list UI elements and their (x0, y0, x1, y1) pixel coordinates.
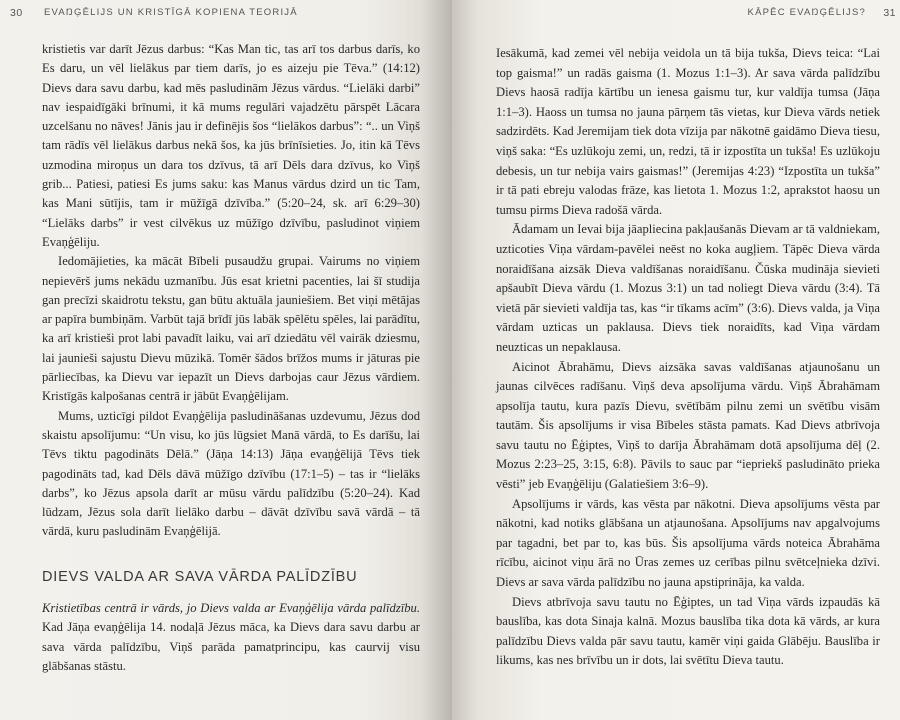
left-body-text (42, 40, 420, 676)
paragraph: Iedomājieties, ka mācāt Bībeli pusaudžu grupai. Vairums no viņiem nepievērš jums nekādu uzmanību. Jūs esat krietni pacenties, lai šī studija gan precīzi skaidrotu tekstu, gan būtu aktuāla jauniešiem. Bet viņi mētājas ar papīra bumbiņām. Varbūt tajā brīdī jūs labāk spēlētu spēles, lai parādītu, ka arī kristieši prot labi pavadīt laiku, vai arī dziedātu vēl vairāk dziesmu, lai jaunieši sajustu Dievu mūzikā. Tomēr šādos brīžos mums ir jāturas pie pārliecības, ka Dievu var iepazīt un Dievs darbojas caur Jēzus vārdiem. Kristīgās kalpošanas centrā ir jābūt Evaņģēlijam. (42, 254, 420, 404)
section-lead-italic: Kristietības centrā ir vārds, jo Dievs valda ar Evaņģēlija vārda palīdzību. (42, 601, 420, 616)
paragraph: kristietis var darīt Jēzus darbus: “Kas Man tic, tas arī tos darbus darīs, ko Es daru, un vēl lielākus par tiem darīs, jo es aizeju pie Tēva.” (14:12) Dievs dara savu darbu, kad mēs pasludinām Jēzus vārdus. “Lielāki darbi” nav iespaidīgāki brīnumi, it kā mums regulāri vajadzētu pārspēt Lācara uzcelšanu no nāves! Jānis jau ir definējis šos “lielākos darbus”: “.. un Viņš tam rādīs vēl lielākus darbus nekā šos, ka jūs brīnīsieties. Jo, itin kā Tēvs uzmodina miroņus un dara tos dzīvus, tā arī Dēls dara dzīvus, ko Viņš grib... Patiesi, patiesi Es jums saku: kas Manus vārdus dzird un tic Tam, kas Mani sūtījis, tam ir mūžīgā dzīvība.” (5:20–24, sk. arī 6:29–30) “Lielāks darbs” ir vest cilvēkus uz mūžīgo dzīvību, pasludinot viņiem Evaņģēliju. (42, 42, 420, 249)
section-heading: DIEVS VALDA AR SAVA VĀRDA PALĪDZĪBU (42, 568, 358, 585)
section-lead-rest: Kad Jāņa evaņģēlija 14. nodaļā Jēzus māca, ka Dievs dara savu darbu ar sava vārda palīdzību, Viņš parāda pamatprincipu, kas caurvij visu glābšanas stāstu. (42, 620, 420, 673)
paragraph: Apsolījums ir vārds, kas vēsta par nākotni. Dieva apsolījums vēsta par nākotni, kad notiks glābšana un atjaunošana. Apsolījums nav apgalvojums par tagadni, bet par to, kas būs. Šis apsolījuma vārds noteica Ābrahāma rīcību, aicinot viņu ārā no Ūras zemes uz cerības pilnu svētceļnieka dzīvi. Dievs ar sava vārda palīdzību no jauna apstiprināja, ka valda. (496, 496, 880, 590)
running-head-left: EVAŊĢĒLIJS UN KRISTĪGĀ KOPIENA TEORIJĀ (44, 7, 298, 18)
right-page (452, 0, 900, 720)
paragraph: Dievs atbrīvoja savu tautu no Ēģiptes, un tad Viņa vārds izpaudās kā bauslība, kas dota Sinaja kalnā. Mozus bauslība tika dota kā vārds, ar kura palīdzību Dievs valda pār savu tautu, kamēr viņi gaida Glābēju. Bauslība ir likums, kas nes brīvību un ir dots, lai svētītu Dieva tautu. (496, 594, 880, 668)
right-body-text (496, 44, 880, 671)
running-head-right: KĀPĒC EVAŊĢĒLIJS? (747, 7, 866, 18)
paragraph: Ādamam un Ievai bija jāapliecina pakļaušanās Dievam ar tā valdniekam, uzticoties Viņa vārdam-pavēlei neēst no koka augļiem. Tāpēc Dieva vārda noraidīšana aizsāk Dieva valdīšanas noraidīšanu. Čūska mudināja sievieti apšaubīt Dieva vārdu (1. Mozus 3:1) un tad noliegt Dieva vārdu (3:4). Tā vietā pār sievieti valdīja tas, kas “ir tīkams acīm” (3:6). Dievs valda, ja Viņa vārdam uzticas un paklausa. Dievs tiek noraidīts, kad Viņa vārdam neuzticas un nepaklausa. (496, 222, 880, 354)
paragraph: Aicinot Ābrahāmu, Dievs aizsāka savas valdīšanas atjaunošanu un jaunas cilvēces radīšanu. Viņš deva apsolījuma vārdu. Viņš Ābrahāmam apsolīja tautu, kura pazīs Dievu, svētībām pilnu zemi un svētību visām tautām. Šis apsolījums ir visa Bībeles stāsta pamats. Kad Dievs atbrīvoja savu tautu no Ēģiptes, Viņš to darīja Ābrahāmam dotā apsolījuma dēļ (2. Mozus 2:23–25, 3:15, 6:8). Pāvils to sauc par “iepriekš pasludināto prieka vēsti” jeb Evaņģēliju (Galatiešiem 3:6–9). (496, 359, 880, 492)
page-number-left: 30 (10, 7, 23, 19)
paragraph: Iesākumā, kad zemei vēl nebija veidola un tā bija tukša, Dievs teica: “Lai top gaisma!” un radās gaisma (1. Mozus 1:1–3). Ar sava vārda palīdzību Dievs haosā radīja kārtību un ienesa gaismu tur, kur valdīja tumsa (Jāņa 1:1–3). Haoss un tumsa no jauna pārņem tās vietas, kur Dieva vārds netiek sadzirdēts. Kad Jeremijam tiek dota vīzija par nākotnē gaidāmo Dieva tiesu, viņš saka: “Es uzlūkoju zemi, un, redzi, tā ir izpostīta un tukša! Es uzlūkoju debesis, un tur nebija vairs gaismas!” (Jeremijas 4:23) “Izpostīta un tukša” ir tā pati ebreju valodas frāze, kas lietota 1. Mozus 1:2, aprakstot haosu un tumsu pirms Dieva radošā vārda. (496, 46, 880, 217)
page-number-right: 31 (883, 7, 896, 19)
section-lead-paragraph (42, 599, 420, 676)
paragraph: Mums, uzticīgi pildot Evaņģēlija pasludināšanas uzdevumu, Jēzus dod skaistu apsolījumu: “Un visu, ko jūs lūgsiet Manā vārdā, to Es darīšu, lai Tēvs tiktu pagodināts Dēlā.” (Jāņa 14:13) Jāņa evaņģēlijā Tēvs tiek pagodināts tad, kad Dēls dāvā mūžīgo dzīvību (17:1–5) – tas ir “lielāks darbs”, ko Jēzus apsola darīt ar mūsu vārdu palīdzību (5:20–24). Kad lūdzam, Jēzus sola darīt lielāko darbu – dāvāt dzīvību savā vārdā – tā vārdā, kuru pasludinām Evaņģēlijā. (42, 408, 420, 539)
